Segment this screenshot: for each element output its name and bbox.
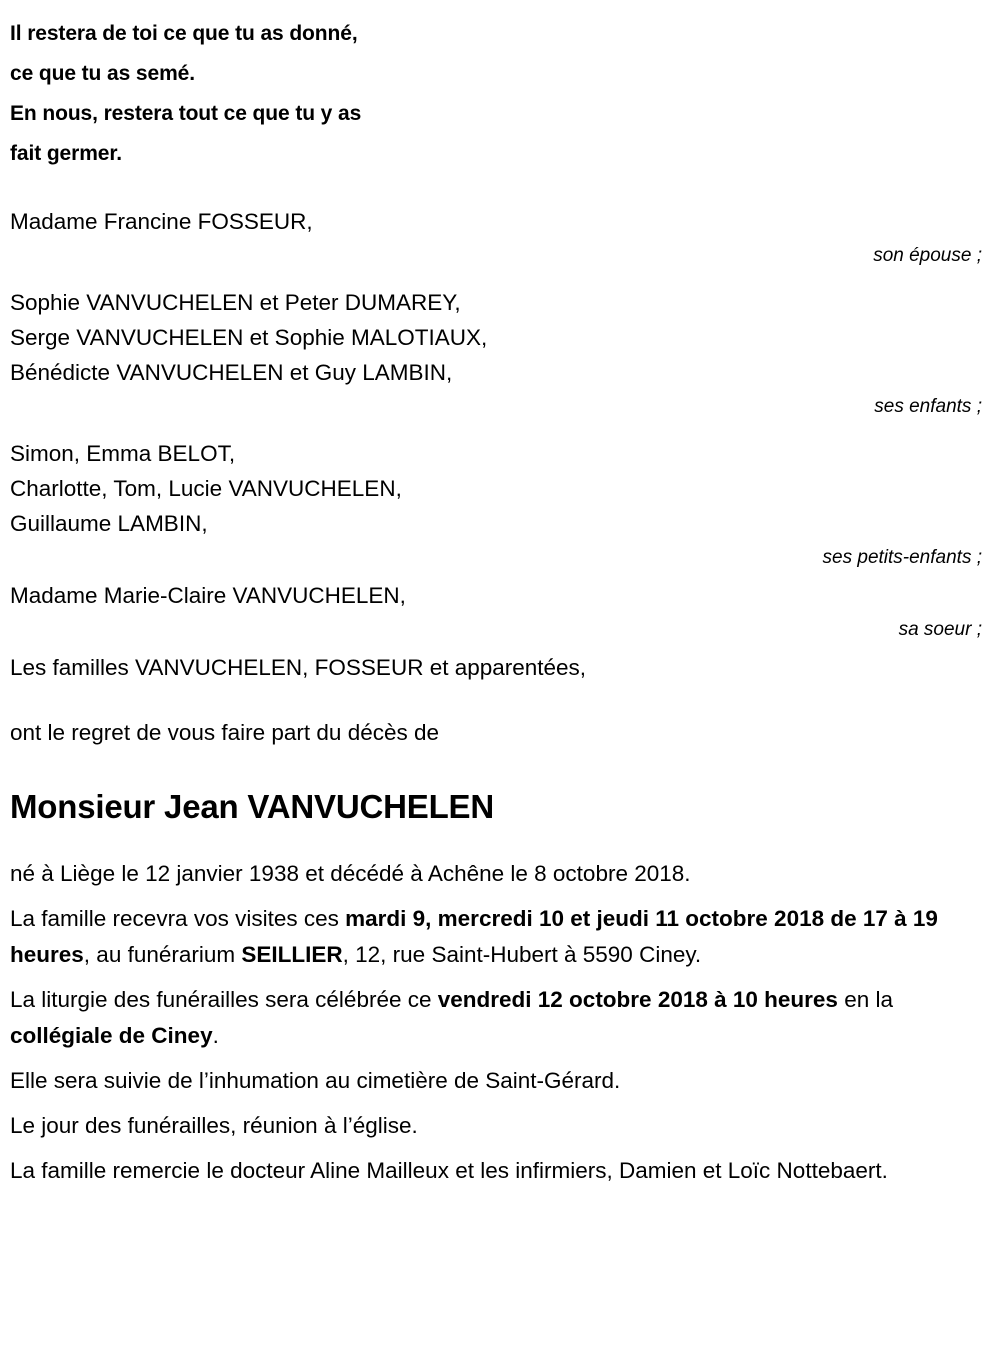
announcement-intro: ont le regret de vous faire part du décès de: [10, 720, 440, 745]
family-member-name: Les familles VANVUCHELEN, FOSSEUR et apparentées,: [10, 655, 587, 680]
memorial-poem: [10, 14, 990, 174]
family-member-name: Sophie VANVUCHELEN et Peter DUMAREY,: [10, 290, 461, 315]
family-relation-label: sa soeur ;: [898, 619, 982, 640]
liturgy-middle: en la: [837, 987, 893, 1012]
liturgy-info: [10, 982, 990, 1054]
visitation-address: , 12, rue Saint-Hubert à 5590 Ciney.: [342, 942, 702, 967]
family-member-name: Madame Marie-Claire VANVUCHELEN,: [10, 583, 406, 608]
birth-death-info: né à Liège le 12 janvier 1938 et décédé à Achêne le 8 octobre 2018.: [10, 861, 691, 886]
liturgy-datetime: vendredi 12 octobre 2018 à 10 heures: [437, 987, 838, 1012]
family-member-name: Simon, Emma BELOT,: [10, 441, 236, 466]
family-member-name: Charlotte, Tom, Lucie VANVUCHELEN,: [10, 476, 402, 501]
family-relation-label: son épouse ;: [873, 245, 982, 266]
liturgy-suffix: .: [212, 1023, 219, 1048]
family-group-children: [10, 285, 990, 424]
poem-line: ce que tu as semé.: [10, 62, 195, 85]
visitation-info: [10, 901, 990, 973]
liturgy-place: collégiale de Ciney: [10, 1023, 213, 1048]
poem-line: En nous, restera tout ce que tu y as: [10, 102, 362, 125]
visitation-middle: , au funérarium: [83, 942, 242, 967]
spacer: [10, 276, 990, 285]
family-group-relatives: [10, 650, 990, 685]
funeral-home-name: SEILLIER: [241, 942, 343, 967]
thanks-message: La famille remercie le docteur Aline Mailleux et les infirmiers, Damien et Loïc Nottebaert.: [10, 1158, 888, 1183]
burial-info: Elle sera suivie de l’inhumation au cimetière de Saint-Gérard.: [10, 1068, 621, 1093]
family-member-name: Guillaume LAMBIN,: [10, 511, 208, 536]
family-relation-label: ses enfants ;: [874, 396, 982, 417]
family-group-grandchildren: [10, 436, 990, 575]
family-member-name: Serge VANVUCHELEN et Sophie MALOTIAUX,: [10, 325, 488, 350]
poem-line: Il restera de toi ce que tu as donné,: [10, 22, 358, 45]
family-member-name: Madame Francine FOSSEUR,: [10, 209, 313, 234]
family-group-sister: [10, 578, 990, 647]
family-listing: [10, 204, 990, 685]
family-member-name: Bénédicte VANVUCHELEN et Guy LAMBIN,: [10, 360, 453, 385]
family-relation-label: ses petits-enfants ;: [822, 547, 982, 568]
visitation-prefix: La famille recevra vos visites ces: [10, 906, 346, 931]
spacer: [10, 427, 990, 436]
deceased-name: Monsieur Jean VANVUCHELEN: [10, 788, 494, 825]
liturgy-prefix: La liturgie des funérailles sera célébrée ce: [10, 987, 438, 1012]
poem-line: fait germer.: [10, 142, 123, 165]
gathering-info: Le jour des funérailles, réunion à l’église.: [10, 1113, 418, 1138]
family-group-spouse: [10, 204, 990, 273]
visitation-dates: mardi 9, mercredi 10 et jeudi 11 octobre 2018 de 17 à 19 heures: [10, 906, 938, 967]
